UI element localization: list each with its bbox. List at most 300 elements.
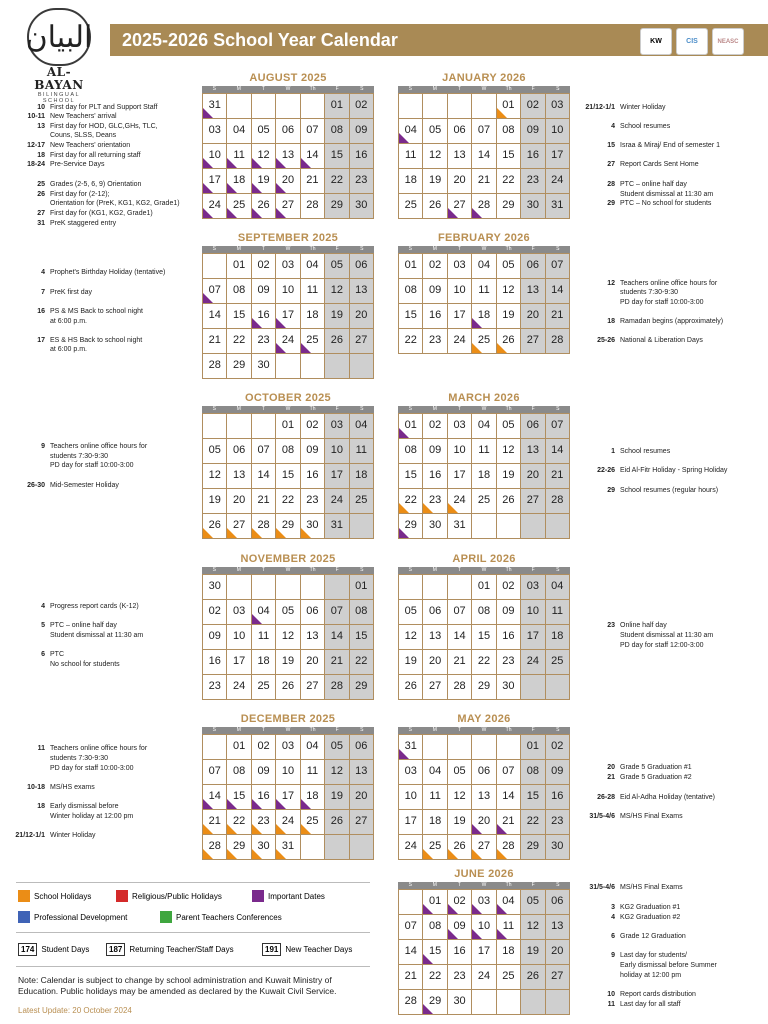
day-cell: 16: [252, 785, 275, 809]
day-cell: 07: [472, 119, 495, 143]
day-cell: 23: [423, 329, 446, 353]
day-cell: 15: [497, 144, 520, 168]
day-cell: 21: [203, 810, 226, 834]
day-cell: 10: [448, 279, 471, 303]
event-date: [572, 298, 620, 307]
weekday-label: M: [432, 567, 437, 573]
event-text: KG2 Graduation #1: [620, 904, 681, 911]
day-cell: 26: [521, 965, 544, 989]
event-text: Early dismissal before Summer: [620, 962, 717, 969]
day-cell: 24: [448, 489, 471, 513]
event-text: MS/HS Final Exams: [620, 884, 683, 891]
day-cell: 25: [350, 489, 373, 513]
day-cell: 09: [423, 279, 446, 303]
event-entry: [6, 199, 180, 208]
day-cell: 03: [472, 890, 495, 914]
day-cell: [448, 575, 471, 599]
day-cell: 22: [472, 650, 495, 674]
event-date: [572, 190, 620, 199]
day-cell: 01: [350, 575, 373, 599]
day-cell: 24: [203, 194, 226, 218]
weekday-label: W: [285, 246, 291, 252]
day-cell: 06: [301, 600, 324, 624]
day-cell: [423, 735, 446, 759]
day-cell: 09: [423, 439, 446, 463]
day-cell: 21: [399, 965, 422, 989]
day-cell: 19: [448, 810, 471, 834]
event-entry: [6, 621, 117, 630]
event-text: Winter Holiday: [620, 104, 666, 111]
day-cell: 27: [227, 514, 250, 538]
event-entry: [6, 336, 142, 345]
day-cell: [325, 575, 348, 599]
month-calendar: [202, 712, 374, 860]
event-text: holiday at 12:00 pm: [620, 972, 682, 979]
student-days-count: 174 Student Days: [18, 943, 89, 956]
weekday-label: W: [285, 86, 291, 92]
day-cell: [497, 990, 520, 1014]
event-entry: [6, 190, 110, 199]
day-cell: 14: [301, 144, 324, 168]
event-date: 18: [607, 318, 615, 325]
day-cell: 24: [399, 835, 422, 859]
day-cell: 08: [497, 119, 520, 143]
day-cell: 03: [325, 414, 348, 438]
day-cell: 02: [423, 254, 446, 278]
day-cell: 12: [497, 279, 520, 303]
weekday-header: [398, 882, 570, 889]
month-calendar: [202, 552, 374, 700]
day-cell: 13: [472, 785, 495, 809]
event-text: School resumes (regular hours): [620, 487, 719, 494]
day-cell: 29: [399, 514, 422, 538]
event-date: [572, 631, 620, 640]
event-text: First day for (2-12);: [50, 191, 110, 198]
day-grid: [398, 734, 570, 860]
month-title: OCTOBER 2025: [245, 392, 331, 404]
weekday-label: S: [212, 406, 216, 412]
month-calendar: [202, 391, 374, 539]
month-calendar: [202, 71, 374, 219]
green-swatch-icon: [160, 911, 172, 923]
event-date: 6: [611, 933, 615, 940]
event-date: 21: [607, 774, 615, 781]
event-date: [6, 660, 50, 669]
legend-divider: [16, 882, 370, 883]
day-cell: 13: [423, 625, 446, 649]
day-cell: 07: [325, 600, 348, 624]
event-entry: [572, 812, 683, 821]
event-entry: [6, 744, 147, 753]
day-cell: 02: [252, 254, 275, 278]
weekday-label: W: [285, 567, 291, 573]
event-text: Eid Al-Fitr Holiday - Spring Holiday: [620, 467, 728, 474]
day-cell: 22: [325, 169, 348, 193]
day-cell: 16: [497, 625, 520, 649]
day-cell: [301, 835, 324, 859]
day-cell: 15: [227, 304, 250, 328]
day-cell: 08: [276, 439, 299, 463]
event-text: First day for HOD, GLC,GHs, TLC,: [50, 123, 158, 130]
event-entry: [6, 783, 95, 792]
weekday-label: S: [212, 567, 216, 573]
event-date: 17: [37, 337, 45, 344]
event-text: New Teachers' orientation: [50, 142, 131, 149]
day-cell: [301, 575, 324, 599]
day-cell: 11: [399, 144, 422, 168]
weekday-label: T: [261, 567, 265, 573]
day-cell: [521, 675, 544, 699]
day-cell: 21: [448, 650, 471, 674]
day-cell: 16: [301, 464, 324, 488]
event-entry: [6, 452, 108, 461]
weekday-label: W: [481, 86, 487, 92]
weekday-label: Th: [505, 567, 512, 573]
weekday-label: Th: [505, 406, 512, 412]
day-cell: 14: [252, 464, 275, 488]
day-cell: 12: [252, 144, 275, 168]
day-cell: 26: [203, 514, 226, 538]
day-cell: 29: [227, 354, 250, 378]
event-text: Orientation for (PreK, KG1, KG2, Grade1): [50, 200, 180, 207]
school-name: AL-BAYAN: [34, 65, 84, 92]
event-text: Report Cards Sent Home: [620, 161, 699, 168]
month-title: NOVEMBER 2025: [240, 553, 336, 565]
weekday-label: M: [432, 882, 437, 888]
day-cell: 15: [227, 785, 250, 809]
weekday-label: W: [285, 406, 291, 412]
day-cell: 25: [423, 835, 446, 859]
weekday-label: W: [481, 727, 487, 733]
event-date: 26-28: [597, 794, 615, 801]
orange-swatch-icon: [18, 890, 30, 902]
day-cell: 19: [521, 940, 544, 964]
event-entry: [6, 268, 165, 277]
event-date: 10-18: [27, 784, 45, 791]
day-cell: 05: [497, 414, 520, 438]
weekday-label: F: [531, 727, 535, 733]
day-cell: 08: [325, 119, 348, 143]
event-date: 5: [41, 622, 45, 629]
weekday-label: M: [432, 406, 437, 412]
school-emblem: البيان: [27, 8, 91, 66]
day-cell: 11: [301, 760, 324, 784]
event-text: Last day for all staff: [620, 1001, 681, 1008]
day-cell: 14: [325, 625, 348, 649]
month-title: FEBRUARY 2026: [438, 232, 530, 244]
day-cell: 29: [472, 675, 495, 699]
event-date: 25-26: [597, 337, 615, 344]
legend-item: Religious/Public Holidays: [116, 890, 222, 902]
day-cell: 24: [472, 965, 495, 989]
month-title: JUNE 2026: [454, 868, 514, 880]
day-cell: 24: [276, 329, 299, 353]
day-cell: 16: [521, 144, 544, 168]
day-cell: 12: [521, 915, 544, 939]
day-cell: 18: [252, 650, 275, 674]
weekday-label: M: [236, 567, 241, 573]
event-date: 22-26: [597, 467, 615, 474]
day-cell: [546, 990, 569, 1014]
day-cell: 15: [521, 785, 544, 809]
weekday-label: S: [556, 567, 560, 573]
day-cell: 14: [497, 785, 520, 809]
day-cell: 28: [472, 194, 495, 218]
day-cell: 06: [521, 414, 544, 438]
event-text: PTC – online half day: [620, 181, 687, 188]
day-cell: 28: [546, 489, 569, 513]
day-cell: 01: [276, 414, 299, 438]
day-cell: 07: [497, 760, 520, 784]
event-text: First day for PLT and Support Staff: [50, 104, 158, 111]
event-entry: [572, 932, 686, 941]
legend-divider: [16, 932, 370, 933]
school-subtitle: BILINGUAL SCHOOL: [37, 92, 81, 104]
day-cell: 06: [276, 119, 299, 143]
day-cell: 10: [276, 279, 299, 303]
day-cell: 07: [399, 915, 422, 939]
weekday-label: F: [335, 86, 339, 92]
day-cell: [472, 94, 495, 118]
weekday-label: S: [360, 567, 364, 573]
event-date: 26-30: [27, 482, 45, 489]
event-text: Progress report cards (K-12): [50, 603, 139, 610]
day-cell: 29: [325, 194, 348, 218]
day-cell: 10: [448, 439, 471, 463]
weekday-label: S: [360, 246, 364, 252]
month-calendar: [398, 71, 570, 219]
event-text: First day for (KG1, KG2, Grade1): [50, 210, 153, 217]
day-cell: 08: [350, 600, 373, 624]
accreditation-badge-neasc: NEASC: [712, 28, 744, 55]
day-cell: 14: [399, 940, 422, 964]
day-cell: [448, 94, 471, 118]
event-entry: [6, 802, 118, 811]
day-cell: 09: [546, 760, 569, 784]
weekday-label: T: [261, 727, 265, 733]
event-entry: [572, 1000, 681, 1009]
day-cell: 03: [399, 760, 422, 784]
weekday-label: S: [408, 882, 412, 888]
day-cell: 01: [423, 890, 446, 914]
day-cell: 14: [203, 785, 226, 809]
day-cell: [276, 94, 299, 118]
day-cell: 13: [350, 279, 373, 303]
day-cell: 27: [521, 489, 544, 513]
event-text: Student dismissal at 11:30 am: [620, 191, 714, 198]
day-cell: 30: [546, 835, 569, 859]
event-text: Winter holiday at 12:00 pm: [50, 813, 134, 820]
day-cell: [301, 94, 324, 118]
day-cell: 25: [227, 194, 250, 218]
event-entry: [572, 122, 670, 131]
day-cell: [203, 414, 226, 438]
day-cell: [203, 735, 226, 759]
day-cell: 12: [325, 760, 348, 784]
day-cell: 13: [276, 144, 299, 168]
day-cell: 27: [448, 194, 471, 218]
day-cell: 14: [203, 304, 226, 328]
day-cell: 05: [423, 119, 446, 143]
day-cell: 03: [448, 414, 471, 438]
event-text: Teachers online office hours for: [620, 280, 718, 287]
event-date: 12-17: [27, 142, 45, 149]
day-cell: 11: [546, 600, 569, 624]
weekday-label: S: [360, 406, 364, 412]
month-title: DECEMBER 2025: [240, 713, 336, 725]
day-cell: 27: [350, 329, 373, 353]
event-text: MS/HS Final Exams: [620, 813, 683, 820]
day-cell: 26: [497, 489, 520, 513]
event-date: [6, 317, 50, 326]
day-cell: 21: [546, 304, 569, 328]
weekday-label: W: [481, 406, 487, 412]
day-cell: 16: [350, 144, 373, 168]
day-cell: [227, 414, 250, 438]
weekday-label: M: [432, 727, 437, 733]
day-cell: 05: [276, 600, 299, 624]
event-text: students 7:30-9:30: [50, 453, 108, 460]
weekday-label: Th: [505, 86, 512, 92]
day-cell: 25: [301, 810, 324, 834]
event-entry: [6, 307, 143, 316]
event-entry: [6, 812, 133, 821]
day-cell: 22: [276, 489, 299, 513]
day-cell: 10: [399, 785, 422, 809]
day-cell: 02: [350, 94, 373, 118]
weekday-label: S: [212, 727, 216, 733]
day-cell: 11: [497, 915, 520, 939]
event-text: at 6:00 p.m.: [50, 318, 87, 325]
month-title: MARCH 2026: [448, 392, 520, 404]
event-text: MS/HS exams: [50, 784, 95, 791]
event-text: National & Liberation Days: [620, 337, 703, 344]
day-cell: 17: [448, 464, 471, 488]
event-text: Ramadan begins (approximately): [620, 318, 724, 325]
day-cell: 09: [497, 600, 520, 624]
event-text: Grade 5 Graduation #1: [620, 764, 692, 771]
event-entry: [572, 336, 703, 345]
day-cell: 02: [423, 414, 446, 438]
weekday-label: M: [236, 246, 241, 252]
weekday-label: T: [457, 567, 461, 573]
weekday-label: T: [457, 727, 461, 733]
event-date: 4: [41, 603, 45, 610]
event-text: Student dismissal at 11:30 am: [50, 632, 144, 639]
event-text: students 7:30-9:30: [50, 755, 108, 762]
day-cell: 30: [203, 575, 226, 599]
day-cell: 12: [276, 625, 299, 649]
weekday-label: F: [335, 406, 339, 412]
weekday-label: T: [457, 246, 461, 252]
weekday-label: Th: [309, 727, 316, 733]
weekday-label: F: [531, 86, 535, 92]
day-cell: 17: [227, 650, 250, 674]
event-entry: [572, 103, 666, 112]
day-cell: 19: [276, 650, 299, 674]
event-text: First day for all returning staff: [50, 152, 141, 159]
day-cell: 01: [472, 575, 495, 599]
weekday-header: [202, 86, 374, 93]
event-text: PreK first day: [50, 289, 93, 296]
weekday-label: S: [556, 727, 560, 733]
day-cell: 24: [227, 675, 250, 699]
day-cell: [276, 575, 299, 599]
page-title: 2025-2026 School Year Calendar: [110, 24, 768, 56]
event-entry: [6, 131, 116, 140]
weekday-label: Th: [505, 727, 512, 733]
day-cell: 23: [423, 489, 446, 513]
event-date: [6, 631, 50, 640]
event-text: Mid-Semester Holiday: [50, 482, 119, 489]
day-cell: 31: [448, 514, 471, 538]
day-cell: 29: [276, 514, 299, 538]
event-text: Grades (2-5, 6, 9) Orientation: [50, 181, 142, 188]
event-entry: [572, 903, 680, 912]
day-cell: 17: [521, 625, 544, 649]
day-cell: 29: [227, 835, 250, 859]
weekday-header: [398, 246, 570, 253]
day-cell: 23: [448, 965, 471, 989]
event-text: School resumes: [620, 123, 671, 130]
day-cell: 01: [521, 735, 544, 759]
day-cell: 21: [546, 464, 569, 488]
accreditation-badge-kuwait: KW: [640, 28, 672, 55]
day-cell: 24: [276, 810, 299, 834]
day-cell: 05: [399, 600, 422, 624]
day-cell: 07: [252, 439, 275, 463]
day-cell: 06: [521, 254, 544, 278]
event-text: Pre-Service Days: [50, 161, 105, 168]
event-date: 31/5-4/6: [589, 884, 615, 891]
day-cell: 18: [399, 169, 422, 193]
event-date: [6, 199, 50, 208]
event-entry: [572, 486, 718, 495]
day-cell: [325, 354, 348, 378]
event-date: 21/12-1/1: [15, 832, 45, 839]
day-cell: 30: [252, 835, 275, 859]
event-date: 18-24: [27, 161, 45, 168]
day-cell: 15: [399, 464, 422, 488]
day-cell: 27: [521, 329, 544, 353]
day-cell: 08: [521, 760, 544, 784]
day-cell: [350, 514, 373, 538]
event-date: [6, 812, 50, 821]
event-entry: [6, 345, 87, 354]
weekday-label: M: [236, 406, 241, 412]
weekday-label: S: [556, 882, 560, 888]
event-entry: [6, 831, 96, 840]
day-cell: 22: [350, 650, 373, 674]
event-text: PD day for staff 10:00-3:00: [50, 765, 134, 772]
event-text: PTC – online half day: [50, 622, 117, 629]
event-text: Early dismissal before: [50, 803, 119, 810]
event-entry: [572, 298, 704, 307]
weekday-label: Th: [309, 406, 316, 412]
day-grid: [202, 574, 374, 700]
day-cell: 22: [399, 489, 422, 513]
day-cell: 27: [301, 675, 324, 699]
weekday-label: Th: [309, 246, 316, 252]
day-cell: 29: [423, 990, 446, 1014]
event-text: PTC – No school for students: [620, 200, 712, 207]
day-cell: 03: [276, 735, 299, 759]
day-cell: 08: [399, 279, 422, 303]
event-entry: [6, 650, 64, 659]
day-cell: 05: [325, 254, 348, 278]
day-cell: 20: [521, 464, 544, 488]
day-cell: 10: [521, 600, 544, 624]
